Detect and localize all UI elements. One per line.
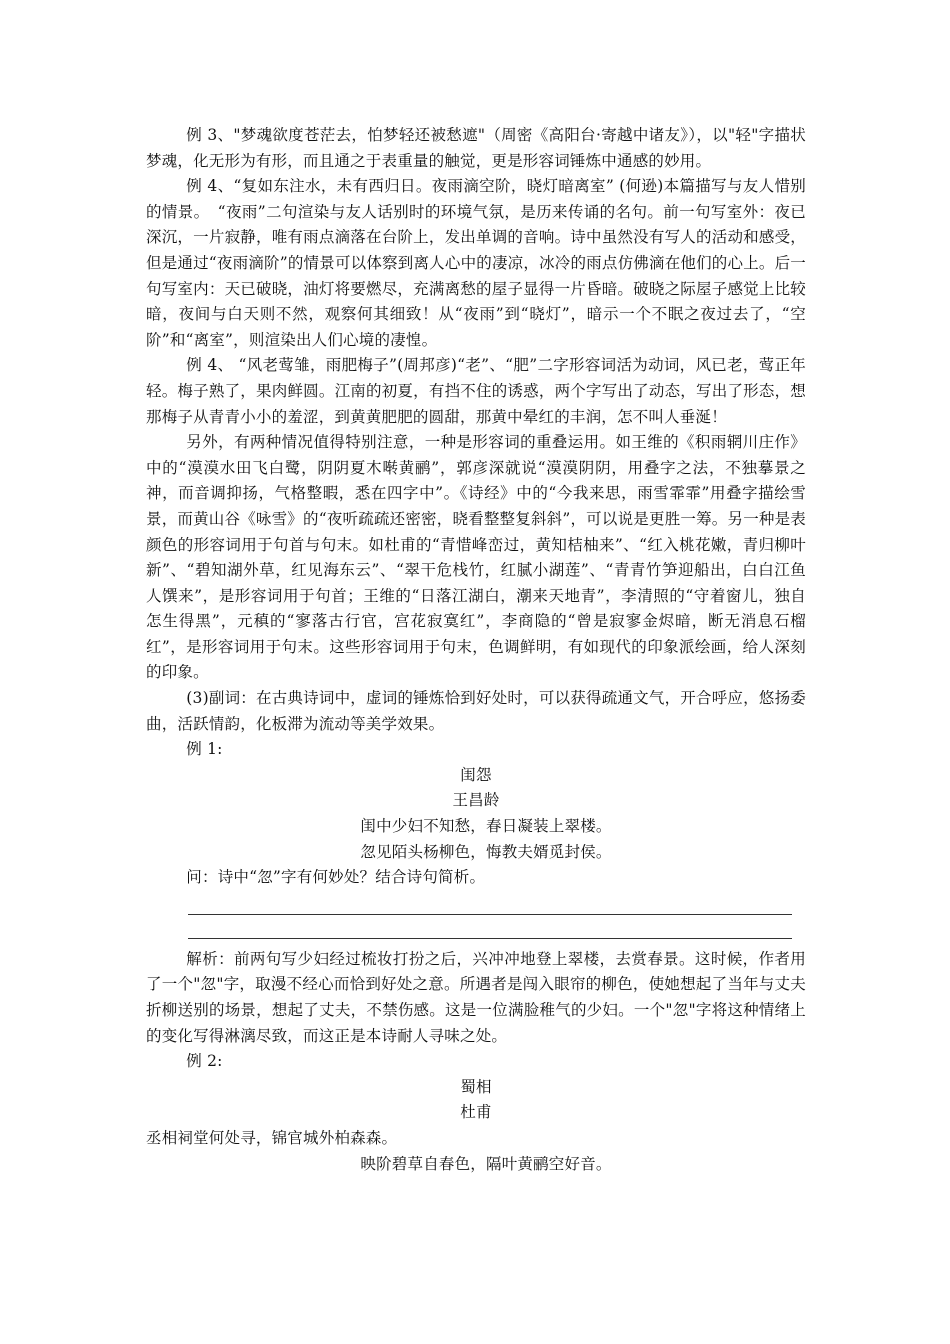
example-1-label: 例 1: <box>186 740 223 759</box>
example-2-label: 例 2: <box>186 1052 223 1071</box>
paragraph-example-4-plum: 例 4、 “风老莺雏，雨肥梅子”(周邦彦)“老”、“肥”二字形容词活为动词，风已老，莺正年轻。梅子熟了，果肉鲜圆。江南的初夏，有挡不住的诱惑，两个字写出了动态，写出了形态，想那梅子从青青小小的羞涩，到黄黄肥肥的圆甜，那黄中晕红的丰润，怎不叫人垂涎！ <box>146 356 806 426</box>
paragraph-example-4-night-rain: 例 4、“复如东注水，未有西归日。夜雨滴空阶，晓灯暗离室” (何逊)本篇描写与友人惜别的情景。 “夜雨”二句渲染与友人话别时的环境气氛，是历来传诵的名句。前一句写室外：夜已深沉，一片寂静，唯有雨点滴落在台阶上，发出单调的音响。诗中虽然没有写人的活动和感受，但是通过“夜雨滴阶”的情景可以体察到离人心中的凄凉，冰冷的雨点仿佛滴在他们的心上。后一句写室内：天已破晓，油灯将要燃尽，充满离愁的屋子显得一片昏暗。破晓之际屋子感觉上比较暗，夜间与白天则不然，观察何其细致！从“夜雨”到“晓灯”，暗示一个不眠之夜过去了，“空阶”和“离室”，则渲染出人们心境的凄惶。 <box>146 177 806 349</box>
answer-line-2[interactable] <box>188 915 792 939</box>
analysis-paragraph: 解析：前两句写少妇经过梳妆打扮之后，兴冲冲地登上翠楼，去赏春景。这时候，作者用了一个"忽"字，取漫不经心而恰到好处之意。所遇者是闯入眼帘的柳色，使她想起了当年与丈夫折柳送别的场景，想起了丈夫，不禁伤感。这是一位满脸稚气的少妇。一个"忽"字将这种情绪上的变化写得淋漓尽致，而这正是本诗耐人寻味之处。 <box>146 949 806 1045</box>
poem-1-line-2: 忽见陌头杨柳色，悔教夫婿觅封侯。 <box>360 842 612 861</box>
question-text: 问：诗中“忽”字有何妙处？结合诗句简析。 <box>186 868 486 887</box>
poem-1-title: 闺怨 <box>460 765 492 784</box>
poem-2-author: 杜甫 <box>460 1103 492 1122</box>
paragraph-adjective-notes: 另外，有两种情况值得特别注意，一种是形容词的重叠运用。如王维的《积雨辋川庄作》中的“漠漠水田飞白鹭，阴阴夏木啭黄鹂”，郭彦深就说“漠漠阴阴，用叠字之法，不独摹景之神，而音调抑扬，气格整暇，悉在四字中”。《诗经》中的“今我来思，雨雪霏霏”用叠字描绘雪景，而黄山谷《咏雪》的“夜听疏疏还密密，晓看整整复斜斜”，可以说是更胜一筹。另一种是表颜色的形容词用于句首与句末。如杜甫的“青惜峰峦过，黄知桔柚来”、“红入桃花嫩，青归柳叶新”、“碧知湖外草，红见海东云”、“翠干危栈竹，红腻小湖莲”、“青青竹笋迎船出，白白江鱼人馔来”，是形容词用于句首；王维的“日落江湖白，潮来天地青”，李清照的“守着窗儿，独自怎生得黑”，元稹的“寥落古行官，宫花寂寞红”，李商隐的“曾是寂寥金烬暗，断无消息石榴红”，是形容词用于句末。这些形容词用于句末，色调鲜明，有如现代的印象派绘画，给人深刻的印象。 <box>146 433 806 682</box>
poem-1-author: 王昌龄 <box>452 791 500 810</box>
answer-line-1[interactable] <box>188 891 792 915</box>
poem-2-line-2: 映阶碧草自春色，隔叶黄鹂空好音。 <box>360 1154 612 1173</box>
poem-2-title: 蜀相 <box>460 1077 492 1096</box>
answer-lines <box>146 891 806 947</box>
document-body <box>146 123 806 1177</box>
poem-1-line-1: 闺中少妇不知愁，春日凝装上翠楼。 <box>360 817 612 836</box>
poem-2-line-1: 丞相祠堂何处寻，锦官城外柏森森。 <box>146 1128 398 1147</box>
paragraph-adverb-section: (3)副词：在古典诗词中，虚词的锤炼恰到好处时，可以获得疏通文气，开合呼应，悠扬委曲，活跃情韵，化板滞为流动等美学效果。 <box>146 689 806 733</box>
paragraph-example-3: 例 3、"梦魂欲度苍茫去，怕梦轻还被愁遮"（周密《高阳台·寄越中诸友》），以"轻"字描状梦魂，化无形为有形，而且通之于表重量的触觉，更是形容词锤炼中通感的妙用。 <box>146 126 806 170</box>
